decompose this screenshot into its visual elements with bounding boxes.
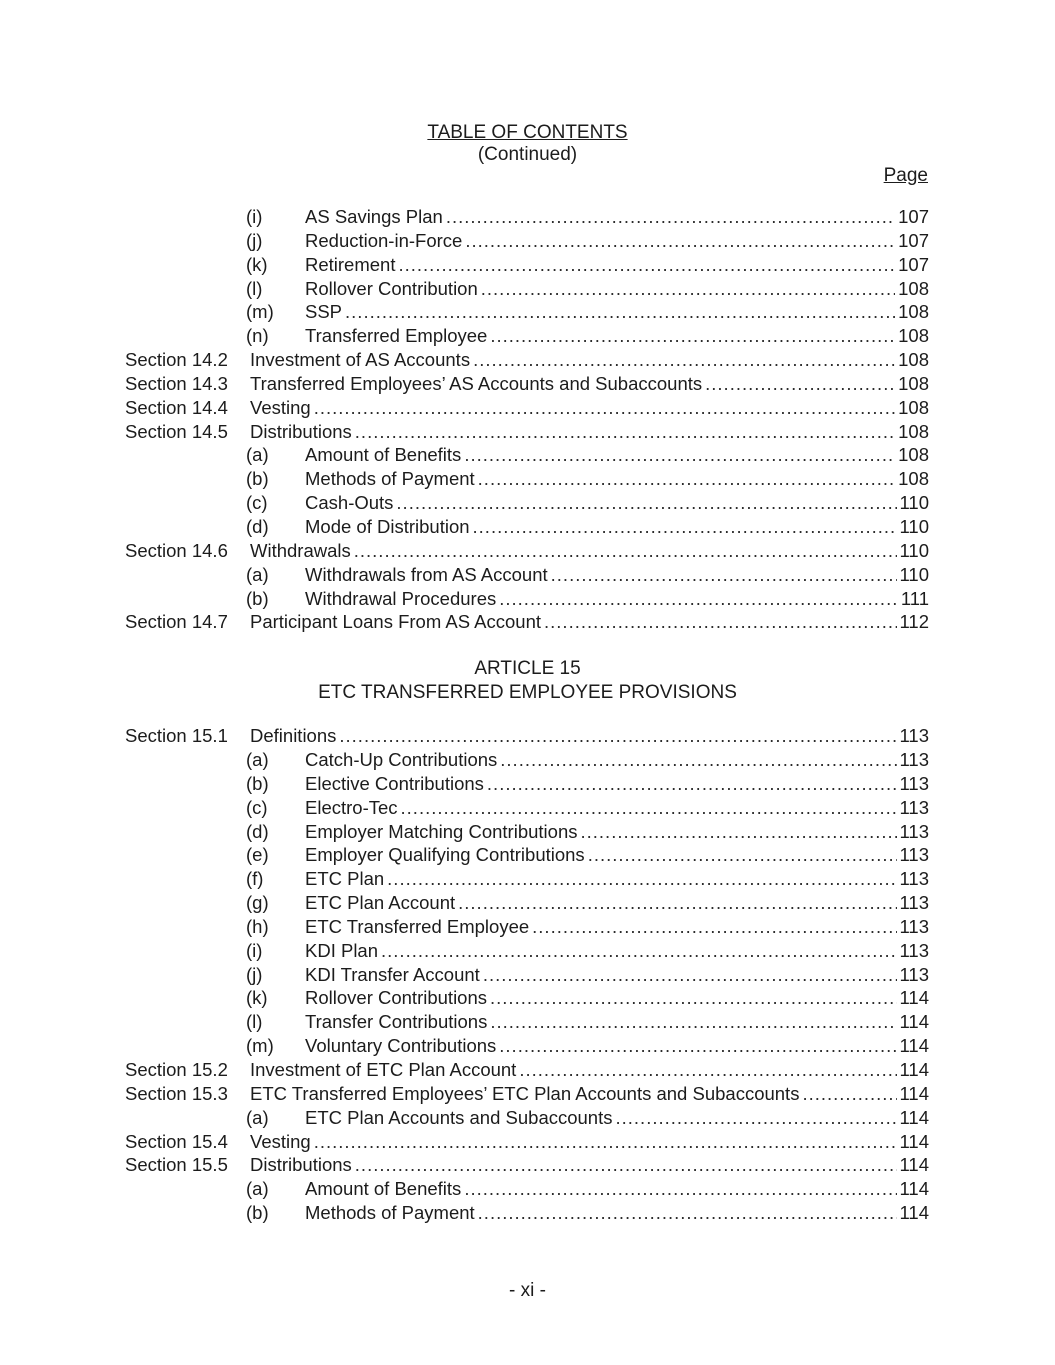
page-number-ref: 114 [899,1106,929,1128]
toc-continued-label: (Continued) [477,144,578,165]
entry-title: Distributions [250,1154,352,1176]
entry-title: Amount of Benefits [305,1178,462,1200]
toc-subsection-row [0,253,1055,277]
page-number-ref: 113 [899,796,929,818]
entry-title: Transfer Contributions [305,1011,488,1033]
dot-leader [381,939,896,963]
toc-subsection-row [0,796,1055,820]
dot-leader [401,796,897,820]
item-letter: (b) [246,772,269,794]
item-letter: (a) [246,749,269,771]
page-number-ref: 114 [899,1059,929,1080]
entry-title: ETC Plan Account [305,892,456,914]
dot-leader [490,986,896,1010]
toc-section-row [0,610,1055,634]
toc-subsection-row [0,324,1055,348]
toc-entry [305,1106,929,1130]
toc-section-row [0,1082,1055,1106]
dot-leader [387,867,896,891]
toc-subsection-row [0,820,1055,844]
dot-leader [345,300,895,324]
toc-entry [305,1177,929,1201]
entry-title: Rollover Contribution [305,277,478,299]
toc-entry [305,515,929,539]
item-letter: (m) [246,301,274,323]
toc-entry [250,539,929,563]
toc-subsection-row [0,915,1055,939]
toc-section-row [0,539,1055,563]
section-number: Section 15.5 [125,1154,228,1176]
section-number: Section 14.5 [125,420,228,442]
section-number: Section 14.4 [125,396,228,418]
dot-leader [446,205,895,229]
article-spacer [0,705,1055,724]
page-number-ref: 108 [898,420,929,442]
item-letter: (d) [246,820,269,842]
section-number: Section 15.2 [125,1059,228,1080]
entry-title: ETC Transferred Employees’ ETC Plan Accounts and Subaccounts [250,1082,800,1104]
toc-entry [305,843,929,867]
toc-entry [250,1130,929,1154]
toc-entry [305,772,929,796]
dot-leader [487,772,897,796]
toc-entry [305,796,929,820]
toc-section-row [0,396,1055,420]
page-number-ref: 110 [899,563,929,585]
section-number: Section 15.1 [125,725,228,747]
item-letter: (a) [246,444,269,466]
item-letter: (k) [246,253,268,275]
toc-entry [305,563,929,587]
toc-entry [250,372,929,396]
entry-title: ETC Plan Accounts and Subaccounts [305,1106,613,1128]
entry-title: Electro-Tec [305,796,398,818]
page-number-ref: 108 [898,325,929,347]
dot-leader [464,443,895,467]
dot-leader [519,1058,896,1082]
item-letter: (m) [246,1035,274,1057]
item-letter: (b) [246,468,269,490]
entry-title: Cash-Outs [305,492,394,514]
entry-title: Definitions [250,725,337,747]
dot-leader [544,610,896,634]
toc-entry [305,748,929,772]
dot-leader [499,587,898,611]
toc-entry [250,396,929,420]
toc-subsection-row [0,1177,1055,1201]
section-number: Section 15.4 [125,1130,228,1152]
dot-leader [490,1010,896,1034]
page-number-ref: 110 [899,539,929,561]
toc-entry [305,891,929,915]
page-number-ref: 110 [899,515,929,537]
dot-leader [616,1106,897,1130]
toc-entry [305,300,929,324]
toc-subsection-row [0,1034,1055,1058]
page-number-ref: 113 [899,844,929,866]
item-letter: (h) [246,915,269,937]
toc-subsection-row [0,443,1055,467]
entry-title: Rollover Contributions [305,987,488,1009]
page-number-ref: 114 [899,1082,929,1104]
toc-subsection-row [0,205,1055,229]
page-number-ref: 108 [898,349,929,371]
toc-entry [305,867,929,891]
page-number-ref: 113 [899,725,929,747]
toc-subsection-row [0,587,1055,611]
dot-leader [588,843,897,867]
entry-title: Voluntary Contributions [305,1035,497,1057]
dot-leader [490,324,895,348]
item-letter: (f) [246,868,264,890]
dot-leader [354,539,897,563]
entry-title: Investment of AS Accounts [250,349,471,371]
page-number-ref: 113 [899,820,929,842]
toc-group-article-15 [0,724,1055,1225]
toc-entry [250,420,929,444]
toc-entry [250,610,929,634]
entry-title: Catch-Up Contributions [305,749,498,771]
toc-subsection-row [0,491,1055,515]
page-number-ref: 114 [899,1202,929,1224]
toc-entry [305,229,929,253]
item-letter: (j) [246,963,263,985]
dot-leader [314,396,895,420]
entry-title: Distributions [250,420,352,442]
toc-entry [305,491,929,515]
entry-title: Withdrawals [250,539,351,561]
entry-title: Vesting [250,396,311,418]
toc-entry [250,348,929,372]
page-number-ref: 108 [898,468,929,490]
toc-subsection-row [0,277,1055,301]
dot-leader [396,491,896,515]
page-number-ref: 112 [899,611,929,633]
entry-title: Participant Loans From AS Account [250,611,542,633]
entry-title: SSP [305,301,343,323]
entry-title: Withdrawal Procedures [305,587,497,609]
page-number-ref: 113 [899,915,929,937]
page-number-ref: 114 [899,1178,929,1200]
page-number-ref: 107 [898,206,929,227]
page-number-ref: 113 [899,963,929,985]
entry-title: Employer Matching Contributions [305,820,578,842]
toc-subsection-row [0,748,1055,772]
toc-subsection-row [0,1010,1055,1034]
toc-entry [305,915,929,939]
article-title: ETC TRANSFERRED EMPLOYEE PROVISIONS [318,682,737,704]
dot-leader [483,963,897,987]
toc-group-article-14 [0,205,1055,634]
item-letter: (l) [246,1011,263,1033]
dot-leader [581,820,897,844]
toc-entry [305,324,929,348]
toc-entry [250,1082,929,1106]
entry-title: Transferred Employee [305,325,488,347]
entry-title: ETC Plan [305,868,385,890]
entry-title: Mode of Distribution [305,515,470,537]
dot-leader [464,1177,896,1201]
toc-entry [305,939,929,963]
toc-entry [305,467,929,491]
toc-entry [305,963,929,987]
entry-title: KDI Plan [305,939,379,961]
item-letter: (i) [246,939,263,961]
toc-entry [305,587,929,611]
toc-entry [250,724,929,748]
toc-entry [305,1034,929,1058]
toc-subsection-row [0,300,1055,324]
item-letter: (a) [246,1178,269,1200]
dot-leader [339,724,896,748]
page-number-ref: 113 [899,772,929,794]
dot-leader [499,1034,896,1058]
item-letter: (i) [246,206,263,227]
toc-entry [250,1058,929,1082]
item-letter: (a) [246,1106,269,1128]
entry-title: Transferred Employees’ AS Accounts and Subaccounts [250,372,703,394]
toc-entry [250,1153,929,1177]
dot-leader [705,372,895,396]
page-number-ref: 114 [899,1035,929,1057]
page-number-ref: 113 [899,868,929,890]
entry-title: Methods of Payment [305,468,475,490]
toc-section-row [0,420,1055,444]
item-letter: (j) [246,229,263,251]
section-number: Section 14.7 [125,611,228,633]
toc-subsection-row [0,563,1055,587]
entry-title: Vesting [250,1130,311,1152]
dot-leader [314,1130,897,1154]
toc-subsection-row [0,467,1055,491]
toc-subsection-row [0,963,1055,987]
entry-title: Retirement [305,253,396,275]
page-number-ref: 113 [899,892,929,914]
page-column-label: Page [883,165,928,186]
dot-leader [355,420,895,444]
toc-entry [305,986,929,1010]
entry-title: Methods of Payment [305,1202,475,1224]
dot-leader [481,277,895,301]
toc-section-row [0,348,1055,372]
dot-leader [478,1201,897,1225]
entry-title: Withdrawals from AS Account [305,563,548,585]
toc-subsection-row [0,772,1055,796]
dot-leader [500,748,896,772]
toc-section-row [0,1058,1055,1082]
section-number: Section 14.2 [125,349,228,371]
toc-subsection-row [0,843,1055,867]
toc-entry [305,820,929,844]
item-letter: (b) [246,587,269,609]
page-number-ref: 114 [899,1154,929,1176]
page-number-ref: 108 [898,301,929,323]
item-letter: (e) [246,844,269,866]
toc-entry [305,205,929,229]
toc-section-row [0,1130,1055,1154]
page-number-ref: 107 [898,253,929,275]
page-number-ref: 111 [900,587,929,609]
dot-leader [478,467,895,491]
dot-leader [398,253,895,277]
dot-leader [473,348,895,372]
toc-list [0,205,1055,1225]
toc-entry [305,443,929,467]
entry-title: Amount of Benefits [305,444,462,466]
toc-section-row [0,1153,1055,1177]
toc-entry [305,1010,929,1034]
item-letter: (d) [246,515,269,537]
page-number-ref: 108 [898,396,929,418]
section-number: Section 14.6 [125,539,228,561]
toc-entry [305,253,929,277]
entry-title: ETC Transferred Employee [305,915,530,937]
item-letter: (n) [246,325,269,347]
section-number: Section 15.3 [125,1082,228,1104]
entry-title: Investment of ETC Plan Account [250,1059,517,1080]
toc-subsection-row [0,939,1055,963]
item-letter: (l) [246,277,263,299]
article-number: ARTICLE 15 [474,658,581,680]
item-letter: (c) [246,492,268,514]
page-number-ref: 108 [898,444,929,466]
toc-entry [305,1201,929,1225]
page-number-ref: 114 [899,1130,929,1152]
item-letter: (g) [246,892,269,914]
dot-leader [802,1082,896,1106]
toc-subsection-row [0,515,1055,539]
entry-title: KDI Transfer Account [305,963,480,985]
page-number-ref: 113 [899,749,929,771]
toc-subsection-row [0,891,1055,915]
toc-title: TABLE OF CONTENTS [427,122,628,143]
page-number-ref: 110 [899,492,929,514]
toc-subsection-row [0,986,1055,1010]
dot-leader [465,229,895,253]
toc-section-row [0,372,1055,396]
dot-leader [458,891,896,915]
entry-title: Elective Contributions [305,772,484,794]
dot-leader [551,563,897,587]
entry-title: Reduction-in-Force [305,229,463,251]
toc-subsection-row [0,1106,1055,1130]
entry-title: Employer Qualifying Contributions [305,844,585,866]
entry-title: AS Savings Plan [305,206,443,227]
page-number-ref: 108 [898,372,929,394]
item-letter: (k) [246,987,268,1009]
toc-section-row [0,724,1055,748]
dot-leader [355,1153,897,1177]
page-number-ref: 107 [898,229,929,251]
item-letter: (a) [246,563,269,585]
item-letter: (c) [246,796,268,818]
page-number: - xi - [509,1280,546,1301]
dot-leader [473,515,897,539]
toc-subsection-row [0,229,1055,253]
item-letter: (b) [246,1202,269,1224]
page-number-ref: 108 [898,277,929,299]
toc-subsection-row [0,1201,1055,1225]
section-number: Section 14.3 [125,372,228,394]
page-number-ref: 113 [899,939,929,961]
page-number-ref: 114 [899,987,929,1009]
dot-leader [532,915,896,939]
toc-subsection-row [0,867,1055,891]
toc-entry [305,277,929,301]
page-number-ref: 114 [899,1011,929,1033]
